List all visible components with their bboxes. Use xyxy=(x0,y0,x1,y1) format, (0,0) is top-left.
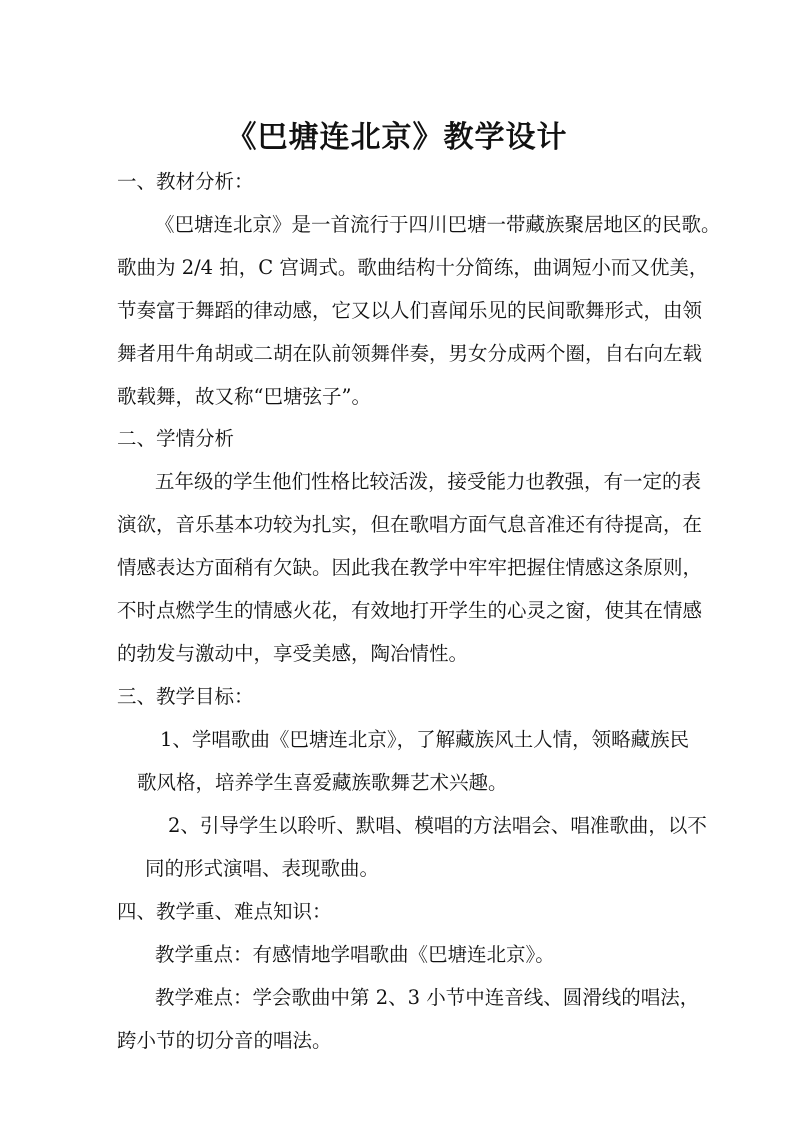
document-title: 《巴塘连北京》教学设计 xyxy=(226,120,568,155)
key-point-line: 教学重点：有感情地学唱歌曲《巴塘连北京》。 xyxy=(155,943,555,966)
objective-line: 同的形式演唱、表现歌曲。 xyxy=(145,857,380,880)
difficult-point-line: 跨小节的切分音的唱法。 xyxy=(117,1029,332,1052)
objective-line: 1、学唱歌曲《巴塘连北京》，了解藏族风土人情，领略藏族民 xyxy=(160,728,690,751)
paragraph-line: 歌曲为 2/4 拍，C 宫调式。歌曲结构十分简练，曲调短小而又优美， xyxy=(117,256,709,279)
section-heading-key-points: 四、教学重、难点知识： xyxy=(117,900,332,923)
section-heading-materials: 一、教材分析： xyxy=(117,170,254,193)
section-heading-students: 二、学情分析 xyxy=(117,427,235,450)
section-heading-objectives: 三、教学目标： xyxy=(117,685,254,708)
objective-line: 歌风格，培养学生喜爱藏族歌舞艺术兴趣。 xyxy=(137,771,508,794)
paragraph-line: 舞者用牛角胡或二胡在队前领舞伴奏，男女分成两个圈，自右向左载 xyxy=(117,342,703,365)
paragraph-line: 演欲，音乐基本功较为扎实，但在歌唱方面气息音准还有待提高，在 xyxy=(117,513,703,536)
paragraph-line: 《巴塘连北京》是一首流行于四川巴塘一带藏族聚居地区的民歌。 xyxy=(155,213,721,236)
difficult-point-line: 教学难点：学会歌曲中第 2、3 小节中连音线、圆滑线的唱法， xyxy=(155,986,700,1009)
paragraph-line: 情感表达方面稍有欠缺。因此我在教学中牢牢把握住情感这条原则， xyxy=(117,556,703,579)
paragraph-line: 不时点燃学生的情感火花，有效地打开学生的心灵之窗，使其在情感 xyxy=(117,599,703,622)
paragraph-line: 歌载舞，故又称“巴塘弦子”。 xyxy=(117,385,371,408)
paragraph-line: 的勃发与激动中，享受美感，陶冶情性。 xyxy=(117,642,469,665)
objective-line: 2、引导学生以聆听、默唱、模唱的方法唱会、唱准歌曲，以不 xyxy=(168,814,707,837)
paragraph-line: 五年级的学生他们性格比较活泼，接受能力也教强，有一定的表 xyxy=(155,470,702,493)
paragraph-line: 节奏富于舞蹈的律动感，它又以人们喜闻乐见的民间歌舞形式，由领 xyxy=(117,299,703,322)
